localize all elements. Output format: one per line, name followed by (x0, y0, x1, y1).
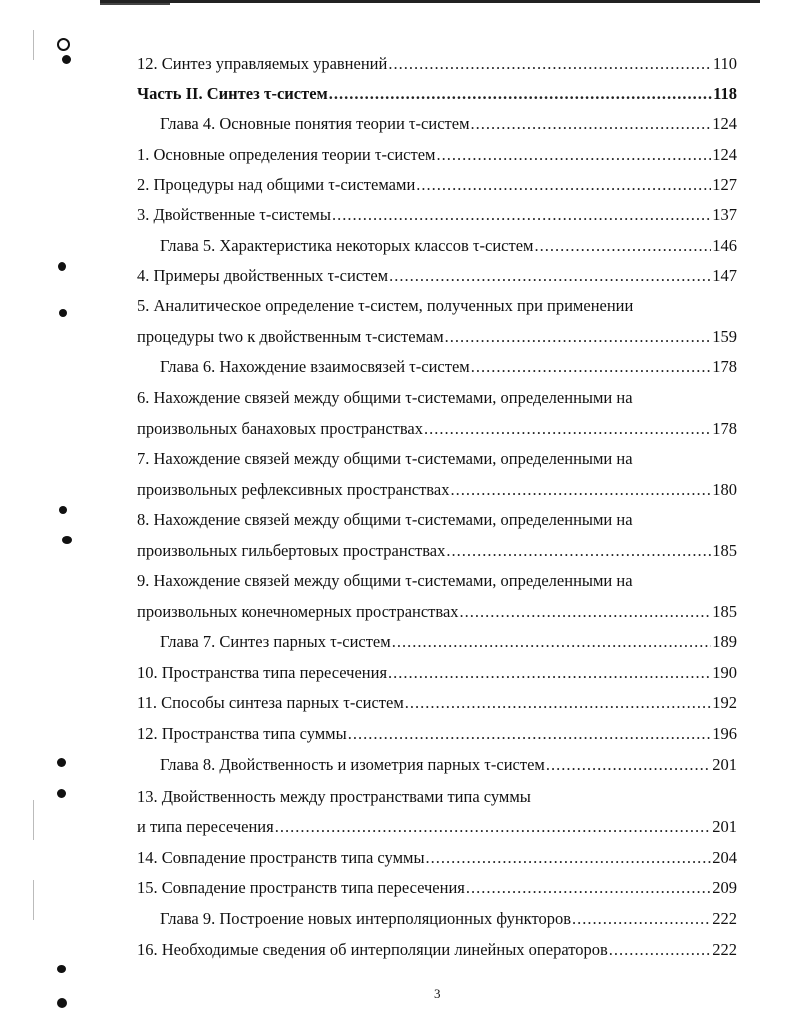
toc-entry-first-line: 6. Нахождение связей между общими τ-системами, определенными на (137, 388, 633, 407)
toc-entry-continuation: и типа пересечения ..... 201 (137, 817, 737, 837)
toc-entry-continuation: произвольных банаховых пространствах ..... 178 (137, 419, 737, 439)
toc-entry: 2. Процедуры над общими τ-системами ..... 127 (137, 175, 737, 195)
toc-entry: 15. Совпадение пространств типа пересечения ..... 209 (137, 878, 737, 898)
toc-entry-continuation: произвольных конечномерных пространствах ..... 185 (137, 602, 737, 622)
toc-entry: 12. Синтез управляемых уравнений ..... 110 (137, 54, 737, 74)
toc-entry-first-line: 7. Нахождение связей между общими τ-системами, определенными на (137, 449, 633, 468)
toc-entry-first-line: 9. Нахождение связей между общими τ-системами, определенными на (137, 571, 633, 590)
toc-part-heading: Часть II. Синтез τ-систем ..... 118 (137, 84, 737, 104)
toc-entry-continuation: произвольных гильбертовых пространствах ..... 185 (137, 541, 737, 561)
toc-entry-continuation: произвольных рефлексивных пространствах ..... 180 (137, 480, 737, 500)
toc-chapter-heading: Глава 9. Построение новых интерполяционных функторов ..... 222 (160, 909, 737, 929)
toc-entry: 1. Основные определения теории τ-систем ..... 124 (137, 145, 737, 165)
toc-entry-first-line: 13. Двойственность между пространствами типа суммы (137, 787, 531, 806)
toc-chapter-heading: Глава 8. Двойственность и изометрия парных τ-систем ..... 201 (160, 755, 737, 775)
toc-chapter-heading: Глава 4. Основные понятия теории τ-систем ..... 124 (160, 114, 737, 134)
toc-chapter-heading: Глава 5. Характеристика некоторых классов τ-систем ..... 146 (160, 236, 737, 256)
toc-entry: 3. Двойственные τ-системы ..... 137 (137, 205, 737, 225)
toc-entry: 11. Способы синтеза парных τ-систем ..... 192 (137, 693, 737, 713)
page-number: 3 (434, 986, 441, 1001)
toc-chapter-heading: Глава 7. Синтез парных τ-систем ..... 189 (160, 632, 737, 652)
toc-entry: 14. Совпадение пространств типа суммы ..... 204 (137, 848, 737, 868)
toc-entry-first-line: 8. Нахождение связей между общими τ-системами, определенными на (137, 510, 633, 529)
toc-entry-first-line: 5. Аналитическое определение τ-систем, полученных при применении (137, 296, 634, 315)
toc-entry: 16. Необходимые сведения об интерполяции линейных операторов ..... 222 (137, 940, 737, 960)
toc-entry: 10. Пространства типа пересечения ..... 190 (137, 663, 737, 683)
toc-chapter-heading: Глава 6. Нахождение взаимосвязей τ-систем ..... 178 (160, 357, 737, 377)
toc-entry-continuation: процедуры two к двойственным τ-системам ..... 159 (137, 327, 737, 347)
toc-entry: 4. Примеры двойственных τ-систем ..... 147 (137, 266, 737, 286)
toc-entry: 12. Пространства типа суммы ..... 196 (137, 724, 737, 744)
